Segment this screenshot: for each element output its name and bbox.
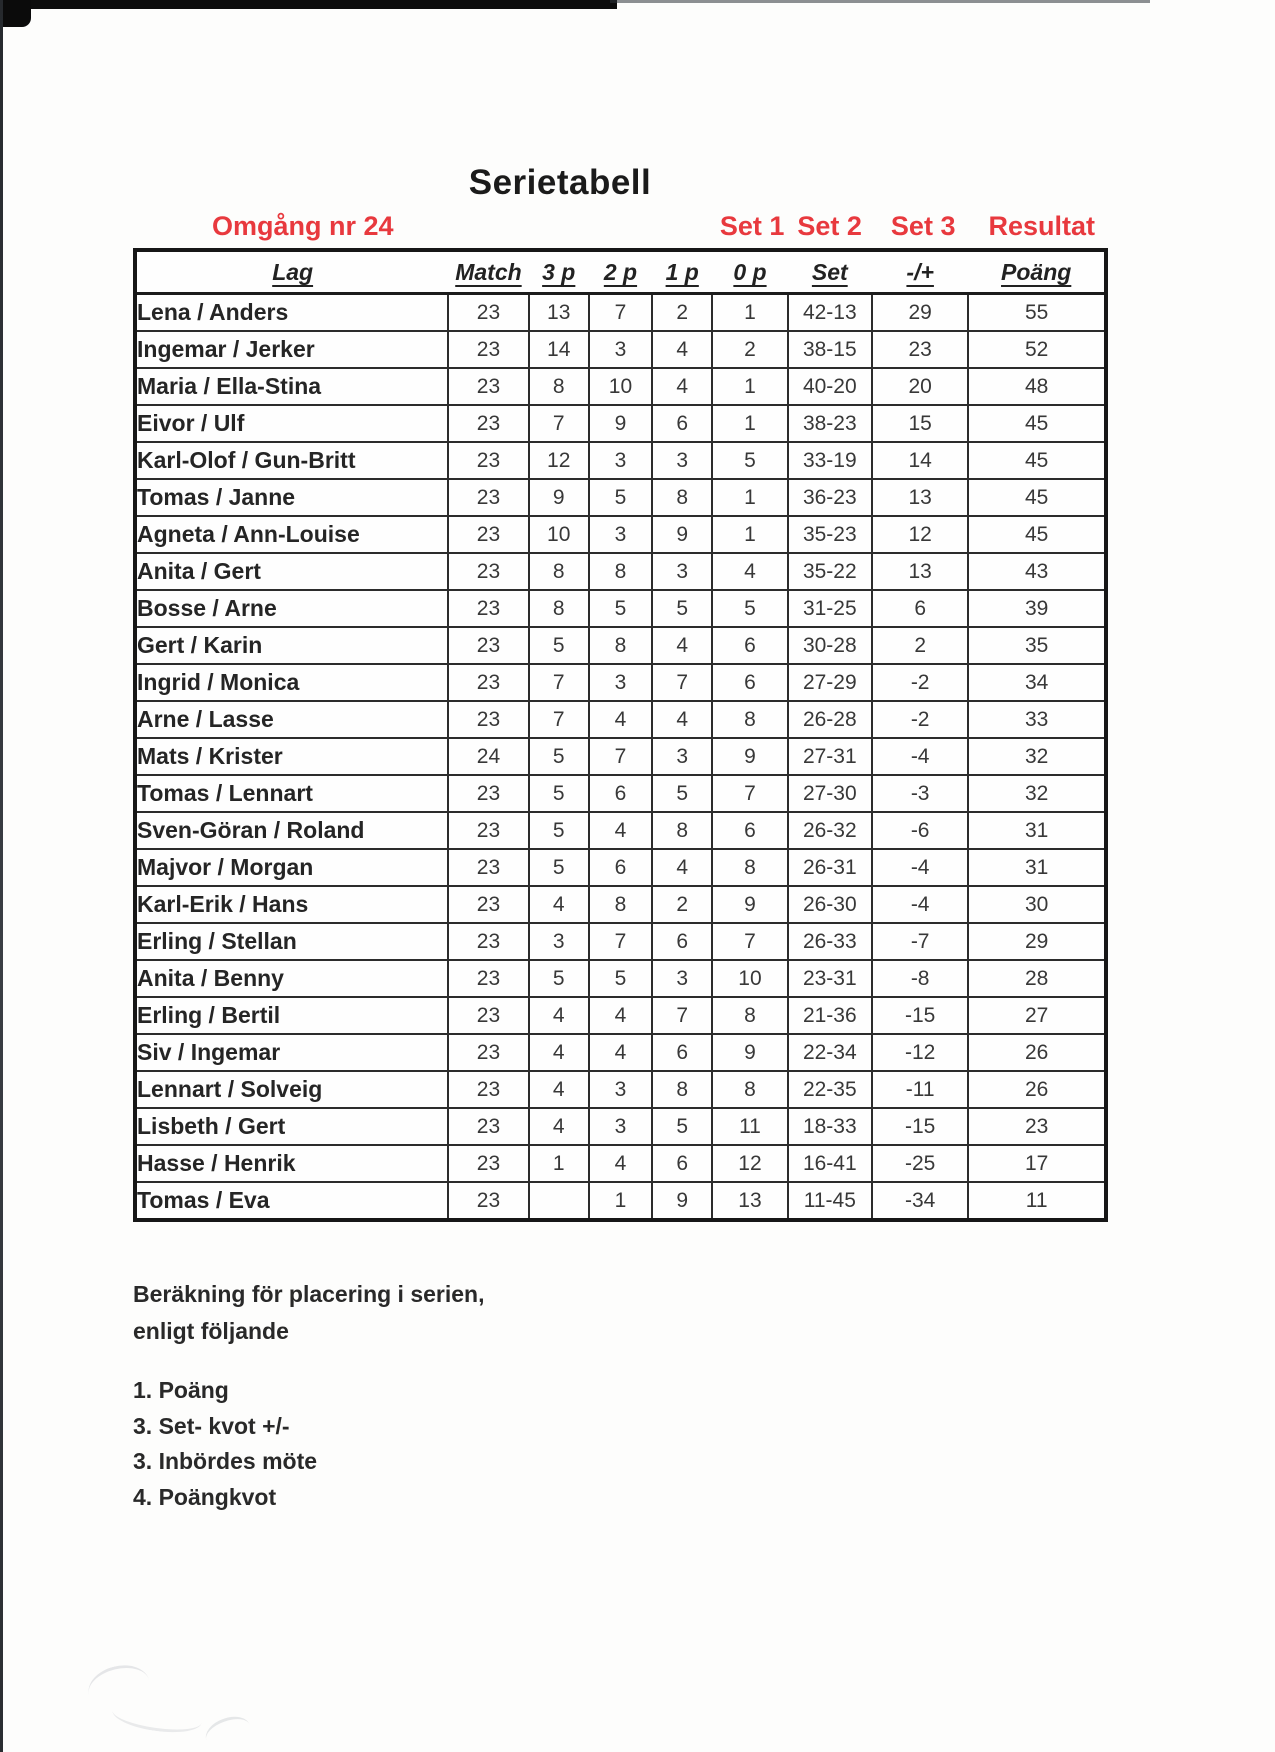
cell-value: 6 (652, 405, 712, 442)
cell-value: 45 (968, 405, 1106, 442)
header-match (448, 250, 528, 294)
cell-value: 34 (968, 664, 1106, 701)
page-title: Serietabell (468, 163, 652, 202)
cell-value: 6 (712, 812, 787, 849)
scan-artifact-top-strip-faint (610, 0, 1150, 3)
cell-value: 9 (712, 738, 787, 775)
cell-value: 9 (712, 886, 787, 923)
cell-value: 36-23 (788, 479, 872, 516)
cell-value: 22-34 (788, 1034, 872, 1071)
criteria-item: 3. Inbördes möte (133, 1448, 318, 1474)
cell-value: 5 (529, 775, 589, 812)
cell-value: 3 (589, 516, 652, 553)
table-row (135, 849, 1106, 886)
cell-value: 4 (652, 849, 712, 886)
cell-value: 9 (589, 405, 652, 442)
cell-value: 7 (712, 775, 787, 812)
set3-label: Set 3 (890, 211, 956, 241)
cell-value: 5 (529, 738, 589, 775)
cell-team: Erling / Bertil (135, 997, 448, 1034)
cell-value: 42-13 (788, 294, 872, 332)
cell-team: Arne / Lasse (135, 701, 448, 738)
cell-value: 13 (529, 294, 589, 332)
header-lag (135, 250, 448, 294)
cell-value: -2 (872, 701, 968, 738)
placement-note (133, 1276, 485, 1350)
cell-value: 23 (448, 442, 528, 479)
cell-team: Ingrid / Monica (135, 664, 448, 701)
table-row (135, 479, 1106, 516)
pencil-smudge (201, 1711, 254, 1752)
cell-value: 26-31 (788, 849, 872, 886)
resultat-label: Resultat (988, 211, 1095, 241)
round-label: Omgång nr 24 (212, 211, 394, 241)
cell-value: 3 (589, 664, 652, 701)
cell-value: 2 (652, 886, 712, 923)
cell-value: 5 (712, 442, 787, 479)
cell-value: 10 (589, 368, 652, 405)
cell-value: 5 (589, 960, 652, 997)
cell-value: 5 (652, 1108, 712, 1145)
cell-value: 6 (712, 664, 787, 701)
cell-value: 31-25 (788, 590, 872, 627)
cell-value: 23 (448, 1034, 528, 1071)
cell-value: 3 (652, 960, 712, 997)
cell-team: Mats / Krister (135, 738, 448, 775)
cell-value: 4 (712, 553, 787, 590)
table-row (135, 1071, 1106, 1108)
cell-value: 23 (968, 1108, 1106, 1145)
cell-value: 8 (529, 553, 589, 590)
cell-value: 1 (712, 479, 787, 516)
table-row (135, 331, 1106, 368)
cell-value: 4 (529, 1034, 589, 1071)
set-result-labels (720, 211, 1095, 242)
cell-value: 23-31 (788, 960, 872, 997)
criteria-item: 3. Set- kvot +/- (133, 1412, 290, 1439)
cell-value: 7 (529, 701, 589, 738)
header-2p-label: 2 p (603, 258, 638, 285)
cell-value: 33 (968, 701, 1106, 738)
header-diff (872, 250, 968, 294)
table-header-row (135, 250, 1106, 294)
cell-value: 12 (529, 442, 589, 479)
cell-team: Eivor / Ulf (135, 405, 448, 442)
cell-value: 4 (529, 886, 589, 923)
cell-value: 11 (712, 1108, 787, 1145)
cell-value: 16-41 (788, 1145, 872, 1182)
cell-value: 23 (448, 960, 528, 997)
table-row (135, 775, 1106, 812)
cell-value (529, 1182, 589, 1220)
cell-team: Anita / Benny (135, 960, 448, 997)
cell-team: Tomas / Janne (135, 479, 448, 516)
cell-value: 8 (529, 368, 589, 405)
header-0p (712, 250, 787, 294)
table-row (135, 664, 1106, 701)
cell-team: Majvor / Morgan (135, 849, 448, 886)
cell-value: -4 (872, 738, 968, 775)
cell-value: 10 (712, 960, 787, 997)
cell-value: 3 (652, 553, 712, 590)
cell-value: 14 (529, 331, 589, 368)
cell-value: 28 (968, 960, 1106, 997)
cell-value: 9 (529, 479, 589, 516)
cell-value: 3 (652, 442, 712, 479)
cell-value: 20 (872, 368, 968, 405)
cell-value: 27 (968, 997, 1106, 1034)
cell-value: 4 (652, 627, 712, 664)
table-row (135, 738, 1106, 775)
cell-value: 9 (652, 516, 712, 553)
cell-value: 26-28 (788, 701, 872, 738)
cell-value: 6 (652, 1145, 712, 1182)
cell-value: 23 (448, 997, 528, 1034)
cell-value: 23 (448, 664, 528, 701)
cell-value: 23 (448, 368, 528, 405)
cell-value: 23 (448, 886, 528, 923)
cell-value: 23 (448, 701, 528, 738)
cell-value: 1 (712, 405, 787, 442)
cell-value: 8 (652, 812, 712, 849)
cell-value: 38-23 (788, 405, 872, 442)
table-row (135, 812, 1106, 849)
placement-criteria-list (133, 1373, 317, 1515)
cell-team: Maria / Ella-Stina (135, 368, 448, 405)
cell-value: 5 (589, 479, 652, 516)
cell-value: 52 (968, 331, 1106, 368)
cell-value: 8 (589, 886, 652, 923)
cell-value: 9 (652, 1182, 712, 1220)
cell-value: 23 (448, 812, 528, 849)
cell-value: 5 (652, 590, 712, 627)
cell-value: 30 (968, 886, 1106, 923)
cell-value: 23 (448, 627, 528, 664)
cell-value: 4 (589, 812, 652, 849)
cell-value: 18-33 (788, 1108, 872, 1145)
header-lag-label: Lag (272, 258, 314, 285)
cell-value: 4 (529, 997, 589, 1034)
cell-value: 26 (968, 1034, 1106, 1071)
cell-value: 8 (652, 479, 712, 516)
cell-value: 5 (712, 590, 787, 627)
cell-value: -4 (872, 849, 968, 886)
table-row (135, 590, 1106, 627)
cell-value: 13 (872, 479, 968, 516)
cell-value: 35-22 (788, 553, 872, 590)
cell-value: 24 (448, 738, 528, 775)
cell-team: Siv / Ingemar (135, 1034, 448, 1071)
cell-value: 23 (448, 405, 528, 442)
league-table (133, 248, 1108, 1222)
cell-value: 7 (712, 923, 787, 960)
table-row (135, 960, 1106, 997)
table-row (135, 997, 1106, 1034)
header-set (788, 250, 872, 294)
cell-value: 30-28 (788, 627, 872, 664)
cell-value: 29 (872, 294, 968, 332)
table-row (135, 553, 1106, 590)
cell-value: 7 (529, 664, 589, 701)
cell-team: Ingemar / Jerker (135, 331, 448, 368)
cell-value: 26 (968, 1071, 1106, 1108)
cell-value: 23 (448, 553, 528, 590)
cell-value: 45 (968, 442, 1106, 479)
cell-value: 8 (589, 553, 652, 590)
cell-team: Sven-Göran / Roland (135, 812, 448, 849)
cell-value: 7 (589, 923, 652, 960)
cell-team: Lisbeth / Gert (135, 1108, 448, 1145)
table-row (135, 1145, 1106, 1182)
cell-value: 6 (652, 923, 712, 960)
cell-value: 6 (652, 1034, 712, 1071)
cell-value: 8 (529, 590, 589, 627)
cell-value: 2 (652, 294, 712, 332)
cell-value: 22-35 (788, 1071, 872, 1108)
cell-value: 55 (968, 294, 1106, 332)
cell-value: 11 (968, 1182, 1106, 1220)
cell-value: 40-20 (788, 368, 872, 405)
cell-value: 38-15 (788, 331, 872, 368)
cell-value: 21-36 (788, 997, 872, 1034)
cell-value: 1 (712, 294, 787, 332)
cell-value: 4 (589, 997, 652, 1034)
cell-value: 10 (529, 516, 589, 553)
placement-note-line2: enligt följande (133, 1318, 289, 1344)
cell-value: 9 (712, 1034, 787, 1071)
scan-artifact-corner (0, 0, 31, 27)
cell-value: 26-32 (788, 812, 872, 849)
header-2p (589, 250, 652, 294)
cell-value: 39 (968, 590, 1106, 627)
cell-value: 2 (872, 627, 968, 664)
cell-value: 13 (872, 553, 968, 590)
cell-value: 23 (448, 1108, 528, 1145)
scan-artifact-top-strip (0, 0, 617, 9)
cell-value: 27-29 (788, 664, 872, 701)
cell-value: 15 (872, 405, 968, 442)
criteria-item: 1. Poäng (133, 1377, 229, 1403)
set2-label: Set 2 (797, 211, 862, 241)
placement-note-line1: Beräkning för placering i serien, (133, 1281, 485, 1307)
cell-value: 3 (529, 923, 589, 960)
cell-value: 12 (712, 1145, 787, 1182)
table-row (135, 405, 1106, 442)
cell-value: 26-30 (788, 886, 872, 923)
header-poang (968, 250, 1106, 294)
cell-value: 13 (712, 1182, 787, 1220)
cell-value: 5 (529, 849, 589, 886)
set1-label: Set 1 (719, 211, 785, 241)
cell-value: -25 (872, 1145, 968, 1182)
cell-value: -12 (872, 1034, 968, 1071)
table-row (135, 442, 1106, 479)
cell-value: 6 (872, 590, 968, 627)
cell-value: 3 (589, 1108, 652, 1145)
cell-value: 2 (712, 331, 787, 368)
cell-value: 31 (968, 812, 1106, 849)
cell-value: 32 (968, 738, 1106, 775)
cell-value: 17 (968, 1145, 1106, 1182)
cell-value: 7 (652, 997, 712, 1034)
cell-value: 8 (652, 1071, 712, 1108)
cell-value: -11 (872, 1071, 968, 1108)
cell-value: 29 (968, 923, 1106, 960)
pencil-smudge (110, 1696, 203, 1737)
cell-team: Lena / Anders (135, 294, 448, 332)
cell-value: 1 (529, 1145, 589, 1182)
table-row (135, 923, 1106, 960)
cell-value: 27-30 (788, 775, 872, 812)
cell-value: 23 (448, 775, 528, 812)
table-row (135, 368, 1106, 405)
cell-value: 7 (589, 738, 652, 775)
table-row (135, 886, 1106, 923)
cell-value: 23 (448, 479, 528, 516)
header-poang-label: Poäng (1001, 258, 1072, 285)
cell-value: 5 (652, 775, 712, 812)
cell-value: 43 (968, 553, 1106, 590)
table-body (135, 294, 1106, 1221)
cell-value: 8 (712, 1071, 787, 1108)
cell-value: 8 (589, 627, 652, 664)
cell-value: 6 (589, 849, 652, 886)
cell-team: Agneta / Ann-Louise (135, 516, 448, 553)
cell-value: 3 (589, 331, 652, 368)
cell-value: 31 (968, 849, 1106, 886)
table-row (135, 294, 1106, 332)
cell-value: 6 (712, 627, 787, 664)
cell-value: 7 (652, 664, 712, 701)
scan-artifact-left-edge (0, 0, 3, 1752)
cell-team: Erling / Stellan (135, 923, 448, 960)
cell-value: 4 (589, 701, 652, 738)
cell-team: Karl-Olof / Gun-Britt (135, 442, 448, 479)
cell-value: 4 (652, 701, 712, 738)
table-row (135, 1034, 1106, 1071)
cell-value: 4 (652, 368, 712, 405)
cell-value: 5 (529, 627, 589, 664)
header-match-label: Match (455, 258, 522, 285)
cell-team: Tomas / Lennart (135, 775, 448, 812)
cell-value: 23 (448, 1182, 528, 1220)
cell-value: 4 (589, 1145, 652, 1182)
cell-value: 23 (448, 590, 528, 627)
cell-value: 8 (712, 701, 787, 738)
header-3p (529, 250, 589, 294)
cell-value: 14 (872, 442, 968, 479)
cell-value: 35-23 (788, 516, 872, 553)
table-row (135, 516, 1106, 553)
table-row (135, 1108, 1106, 1145)
cell-value: -4 (872, 886, 968, 923)
cell-value: 8 (712, 997, 787, 1034)
criteria-item: 4. Poängkvot (133, 1483, 277, 1510)
cell-value: 4 (529, 1071, 589, 1108)
cell-value: -34 (872, 1182, 968, 1220)
cell-value: 23 (448, 923, 528, 960)
cell-value: 5 (529, 812, 589, 849)
cell-value: 3 (652, 738, 712, 775)
cell-value: 4 (529, 1108, 589, 1145)
table-row (135, 1182, 1106, 1220)
cell-value: 23 (448, 1145, 528, 1182)
cell-team: Lennart / Solveig (135, 1071, 448, 1108)
cell-value: 23 (448, 1071, 528, 1108)
cell-value: 7 (529, 405, 589, 442)
header-set-label: Set (811, 258, 848, 285)
cell-value: 4 (589, 1034, 652, 1071)
cell-value: 11-45 (788, 1182, 872, 1220)
cell-value: 35 (968, 627, 1106, 664)
header-1p-label: 1 p (665, 258, 699, 285)
cell-value: 7 (589, 294, 652, 332)
table-row (135, 627, 1106, 664)
cell-team: Karl-Erik / Hans (135, 886, 448, 923)
cell-value: -2 (872, 664, 968, 701)
cell-team: Bosse / Arne (135, 590, 448, 627)
cell-value: 12 (872, 516, 968, 553)
cell-value: 3 (589, 1071, 652, 1108)
header-3p-label: 3 p (542, 258, 576, 285)
cell-value: 5 (529, 960, 589, 997)
cell-value: 23 (872, 331, 968, 368)
cell-value: 1 (712, 516, 787, 553)
cell-value: 1 (589, 1182, 652, 1220)
header-1p (652, 250, 712, 294)
header-diff-label: -/+ (906, 258, 934, 285)
table-row (135, 701, 1106, 738)
cell-value: 45 (968, 479, 1106, 516)
cell-value: 8 (712, 849, 787, 886)
cell-value: -15 (872, 997, 968, 1034)
cell-value: 23 (448, 849, 528, 886)
cell-value: 3 (589, 442, 652, 479)
cell-value: -8 (872, 960, 968, 997)
cell-value: 5 (589, 590, 652, 627)
cell-value: 23 (448, 331, 528, 368)
cell-value: 6 (589, 775, 652, 812)
cell-value: 23 (448, 516, 528, 553)
cell-value: -6 (872, 812, 968, 849)
cell-value: 45 (968, 516, 1106, 553)
cell-team: Gert / Karin (135, 627, 448, 664)
cell-value: 1 (712, 368, 787, 405)
cell-value: 32 (968, 775, 1106, 812)
cell-value: 27-31 (788, 738, 872, 775)
cell-value: 48 (968, 368, 1106, 405)
cell-team: Anita / Gert (135, 553, 448, 590)
cell-value: -15 (872, 1108, 968, 1145)
cell-value: 23 (448, 294, 528, 332)
cell-value: -7 (872, 923, 968, 960)
cell-value: -3 (872, 775, 968, 812)
cell-team: Tomas / Eva (135, 1182, 448, 1220)
cell-team: Hasse / Henrik (135, 1145, 448, 1182)
cell-value: 26-33 (788, 923, 872, 960)
cell-value: 4 (652, 331, 712, 368)
header-0p-label: 0 p (733, 258, 767, 285)
cell-value: 33-19 (788, 442, 872, 479)
